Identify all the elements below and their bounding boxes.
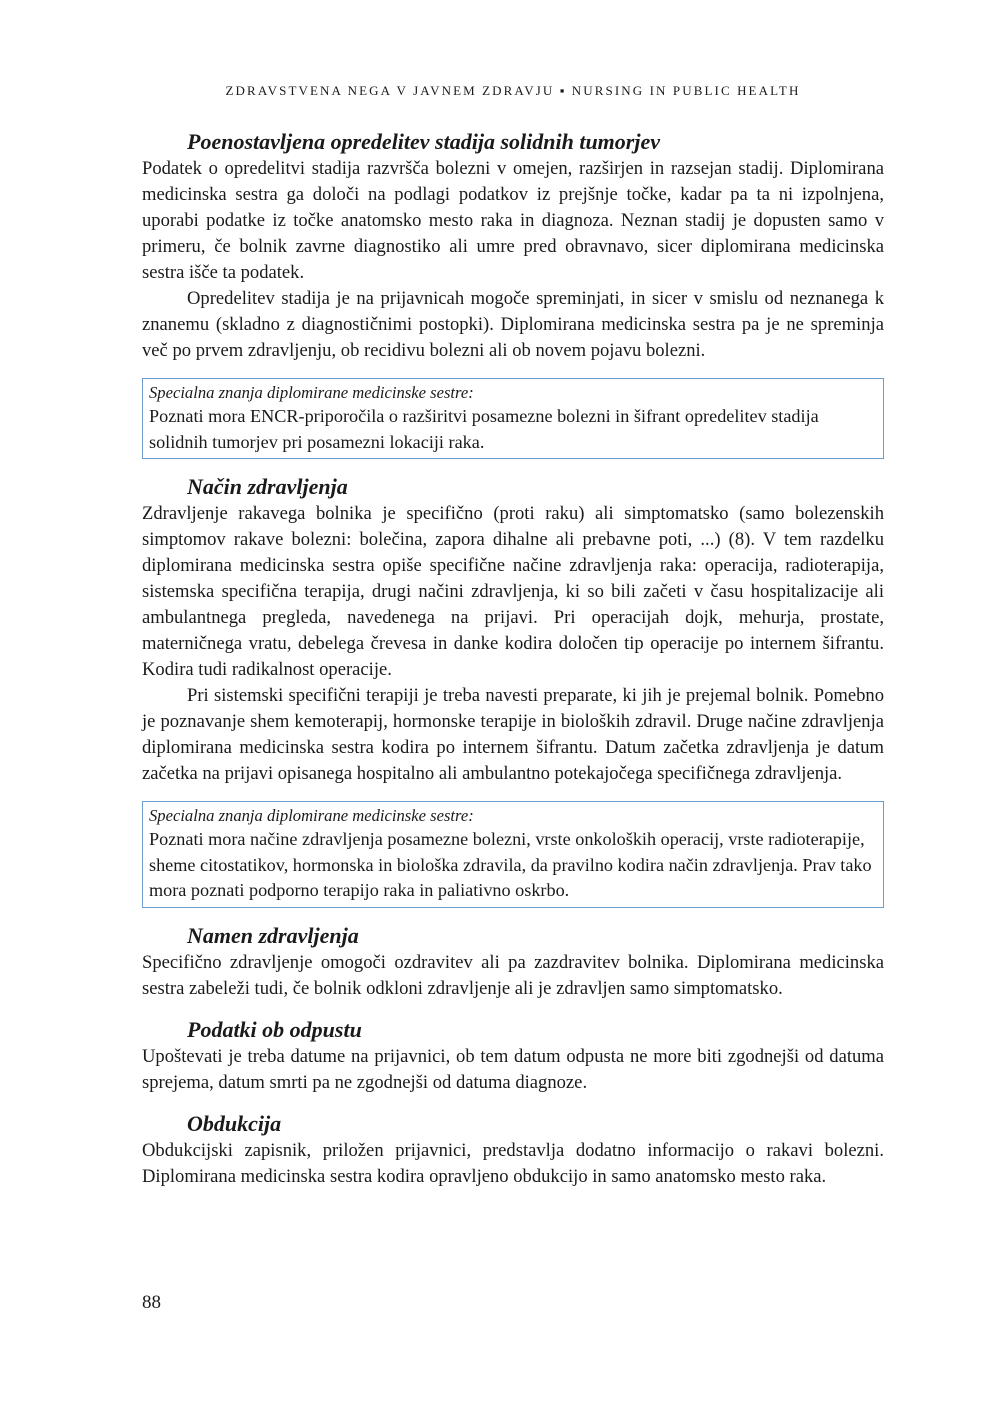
section-heading: Način zdravljenja (187, 474, 348, 499)
section-namen-zdravljenja (142, 922, 884, 1002)
paragraph: Opredelitev stadija je na prijavnicah mogoče spreminjati, in sicer v smislu od neznanega k znanemu (skladno z diagnostičnimi postopki). Diplomirana medicinska sestra pa je ne spreminja več po prvem zdravljenju, ob recidivu bolezni ali ob novem pojavu bolezni. (142, 288, 884, 361)
section-stadij (142, 128, 884, 459)
paragraph: Specifično zdravljenje omogoči ozdravitev ali pa zazdravitev bolnika. Diplomirana medicinska sestra zabeleži tudi, če bolnik odkloni zdravljenje ali je zdravljen samo simptomatsko. (142, 951, 884, 999)
section-heading: Podatki ob odpustu (187, 1016, 362, 1042)
box-title: Specialna znanja diplomirane medicinske sestre: (149, 383, 474, 402)
section-heading: Poenostavljena opredelitev stadija solidnih tumorjev (187, 129, 660, 154)
paragraph: Pri sistemski specifični terapiji je treba navesti preparate, ki jih je prejemal bolnik. Pomebno je poznavanje shem kemoterapij, hormonske terapije in bioloških zdravil. Druge načine zdravljenja diplomirana medicinska sestra kodira po internem šifrantu. Datum začetka zdravljenja je datum začetka na prijavi opisanega hospitalno ali ambulantno potekajočega specifičnega zdravljenja. (142, 685, 884, 784)
paragraph: Zdravljenje rakavega bolnika je specifično (proti raku) ali simptomatsko (samo bolezenskih simptomov rakave bolezni: bolečina, zapora dihalne ali prebavne poti, ...) (8). V tem razdelku diplomirana medicinska sestra opiše specifične načine zdravljenja raka: operacija, radioterapija, sistemska specifična terapija, drugi načini zdravljenja, ki so bili začeti v času hospitalizacije ali ambulantnega pregleda, navedenega na prijavi. Pri operacijah dojk, mehurja, prostate, materničnega vratu, debelega črevesa in danke kodira določen tip operacije po internem šifrantu. Kodira tudi radikalnost operacije. (142, 503, 884, 680)
running-header: ZDRAVSTVENA NEGA V JAVNEM ZDRAVJU ▪ NURSING IN PUBLIC HEALTH (225, 83, 801, 98)
special-knowledge-box (142, 378, 884, 459)
paragraph: Obdukcijski zapisnik, priložen prijavnici, predstavlja dodatno informacijo o rakavi bolezni. Diplomirana medicinska sestra kodira opravljeno obdukcijo in samo anatomsko mesto raka. (142, 1139, 884, 1187)
page-number: 88 (142, 1292, 161, 1313)
box-text: Poznati mora načine zdravljenja posamezne bolezni, vrste onkoloških operacij, vrste radioterapije, sheme citostatikov, hormonska in biološka zdravila, da pravilno kodira način zdravljenja. Prav tako mora poznati podporno terapijo raka in paliativno oskrbo. (149, 829, 872, 900)
special-knowledge-box (142, 801, 884, 908)
section-nacin-zdravljenja (142, 473, 884, 908)
box-text: Poznati mora ENCR-priporočila o razširitvi posamezne bolezni in šifrant opredelitev stadija solidnih tumorjev pri posamezni lokaciji raka. (149, 406, 819, 452)
box-title: Specialna znanja diplomirane medicinske sestre: (149, 806, 474, 825)
paragraph: Podatek o opredelitvi stadija razvršča bolezni v omejen, razširjen in razsejan stadij. Diplomirana medicinska sestra ga določi na podlagi podatkov iz prejšnje točke, kadar pa ta ni izpolnjena, uporabi podatke iz točke anatomsko mesto raka in diagnoza. Neznan stadij je dopusten samo v primeru, če bolnik zavrne diagnostiko ali umre pred obravnavo, sicer diplomirana medicinska sestra išče ta podatek. (142, 158, 884, 283)
section-heading: Obdukcija (187, 1110, 282, 1136)
page-body (142, 128, 884, 1190)
section-podatki-ob-odpustu (142, 1016, 884, 1096)
section-obdukcija (142, 1110, 884, 1190)
paragraph: Upoštevati je treba datume na prijavnici, ob tem datum odpusta ne more biti zgodnejši od datuma sprejema, datum smrti pa ne zgodnejši od datuma diagnoze. (142, 1045, 884, 1093)
section-heading: Namen zdravljenja (187, 922, 359, 948)
